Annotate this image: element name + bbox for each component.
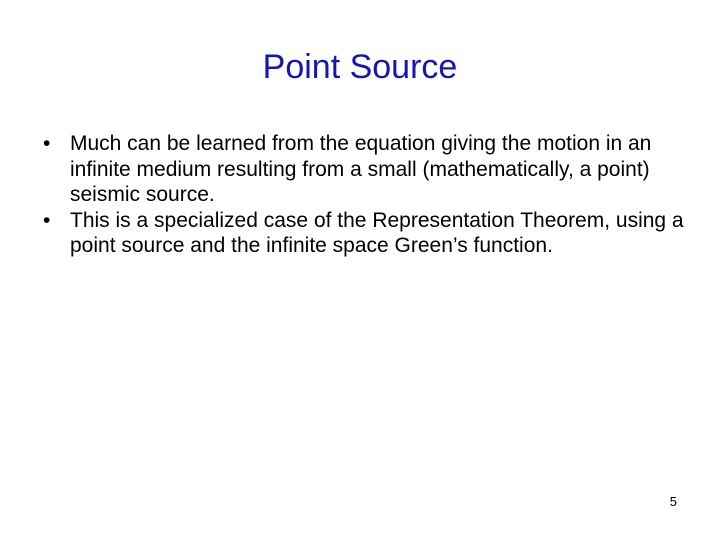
bullet-item — [43, 131, 693, 208]
slide-title: Point Source — [262, 48, 458, 86]
bullet-text: This is a specialized case of the Representation Theorem, using a point source and the infinite space Green’s function. — [70, 208, 684, 257]
bullet-item — [43, 208, 693, 259]
bullet-list — [43, 131, 693, 259]
bullet-marker: • — [43, 132, 51, 155]
bullet-text: Much can be learned from the equation giving the motion in an infinite medium resulting from a small (mathematically, a point) seismic source. — [70, 132, 652, 206]
page-number: 5 — [669, 494, 677, 509]
bullet-marker: • — [43, 208, 51, 232]
